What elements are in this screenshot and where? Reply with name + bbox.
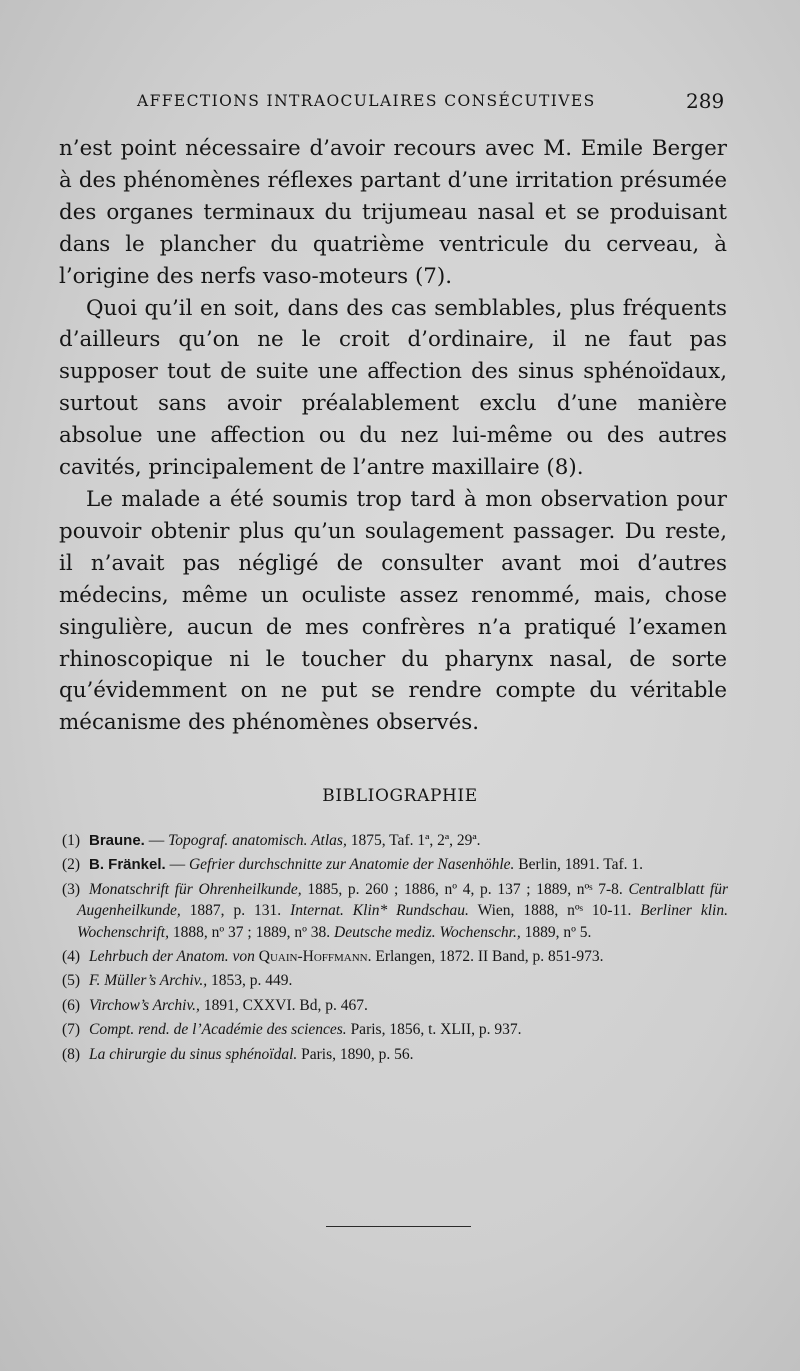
reference-number: (6) (62, 996, 81, 1014)
reference-title: Topograf. anatomisch. Atlas, (168, 832, 347, 849)
reference-number: (3) (62, 880, 81, 898)
reference-title: Internat. Klin* Rundschau. (290, 902, 469, 920)
reference-details: 1888, nº 37 ; 1889, nº 38. (169, 923, 335, 941)
reference-title: Compt. rend. de l’Académie des sciences. (89, 1021, 347, 1039)
reference-author: B. Fränkel. (89, 856, 166, 874)
reference-number: (8) (62, 1045, 81, 1063)
paragraph: Le malade a été soumis trop tard à mon observation pour pouvoir obtenir plus qu’un soulagement passager. Du reste, il n’avait pas négligé de consulter avant moi d’autres médecins, même un oculiste assez renommé, mais, chose singulière, aucun de mes confrères n’a pratiqué l’examen rhinoscopique ni le toucher du pharynx nasal, de sorte qu’évidemment on ne put se rendre compte du véritable mécanisme des phénomènes observés. (59, 486, 727, 736)
reference-separator: — (165, 856, 189, 874)
page-number: 289 (686, 89, 725, 113)
reference-details: Paris, 1890, p. 56. (297, 1045, 414, 1063)
reference-details: 1889, nº 5. (520, 923, 592, 941)
reference-title: Deutsche mediz. Wochenschr., (334, 923, 521, 941)
running-title: AFFECTIONS INTRAOCULAIRES CONSÉCUTIVES (137, 92, 596, 110)
body-text (59, 133, 727, 739)
reference-details: Wien, 1888, nºˢ 10-11. (468, 902, 641, 920)
paragraph: n’est point nécessaire d’avoir recours avec M. Emile Berger à des phénomènes réflexes partant d’une irritation présumée des organes terminaux du trijumeau nasal et se produisant dans le plancher du quatrième ventricule du cerveau, à l’origine des nerfs vaso-moteurs (7). (59, 136, 727, 289)
reference-title: La chirurgie du sinus sphénoïdal. (89, 1045, 298, 1063)
reference-number: (1) (62, 832, 81, 849)
reference-separator: — (144, 832, 169, 849)
reference-8 (62, 1044, 728, 1065)
reference-title: F. Müller’s Archiv., (89, 972, 208, 990)
reference-number: (7) (62, 1021, 81, 1039)
bibliography-heading: BIBLIOGRAPHIE (322, 786, 478, 806)
reference-title: Virchow’s Archiv., (89, 996, 200, 1014)
reference-details: Berlin, 1891. Taf. 1. (514, 856, 644, 874)
reference-details: . Erlangen, 1872. II Band, p. 851-973. (367, 948, 604, 966)
reference-details: 1885, p. 260 ; 1886, nº 4, p. 137 ; 1889, nºˢ 7-8. (301, 880, 629, 898)
bibliography-list (62, 830, 728, 1068)
reference-3 (62, 879, 728, 943)
reference-2 (62, 854, 728, 875)
reference-4 (62, 946, 728, 967)
reference-title: Lehrbuch der Anatom. von (89, 948, 255, 966)
reference-title: Monatschrift für Ohrenheilkunde, (89, 880, 302, 898)
end-rule (326, 1226, 471, 1227)
reference-author: Quain-Hoffmann (258, 948, 368, 966)
reference-number: (4) (62, 948, 81, 966)
reference-number: (2) (62, 856, 81, 874)
reference-number: (5) (62, 972, 81, 990)
reference-title: Berliner klin. Wochenschrift, (77, 902, 728, 941)
reference-details: Paris, 1856, t. XLII, p. 937. (346, 1021, 522, 1039)
reference-6 (62, 995, 728, 1016)
reference-5 (62, 970, 728, 991)
reference-details: 1891, CXXVI. Bd, p. 467. (199, 996, 368, 1014)
page-header (0, 89, 800, 116)
reference-title: Gefrier durchschnitte zur Anatomie der Nasenhöhle. (188, 856, 515, 874)
paragraph: Quoi qu’il en soit, dans des cas semblables, plus fréquents d’ailleurs qu’on ne le croit d’ordinaire, il ne faut pas supposer tout de suite une affection des sinus sphénoïdaux, surtout sans avoir préalablement exclu d’une manière absolue une affection ou du nez lui-même ou des autres cavités, principalement de l’antre maxillaire (8). (59, 295, 727, 481)
reference-7 (62, 1019, 728, 1040)
reference-title: Centralblatt für Augenheilkunde, (77, 880, 728, 920)
reference-details: 1887, p. 131. (180, 902, 291, 920)
reference-details: 1853, p. 449. (207, 972, 293, 990)
reference-1 (62, 830, 728, 851)
reference-author: Braune. (89, 832, 145, 849)
reference-details: 1875, Taf. 1ª, 2ª, 29ª. (346, 832, 481, 849)
